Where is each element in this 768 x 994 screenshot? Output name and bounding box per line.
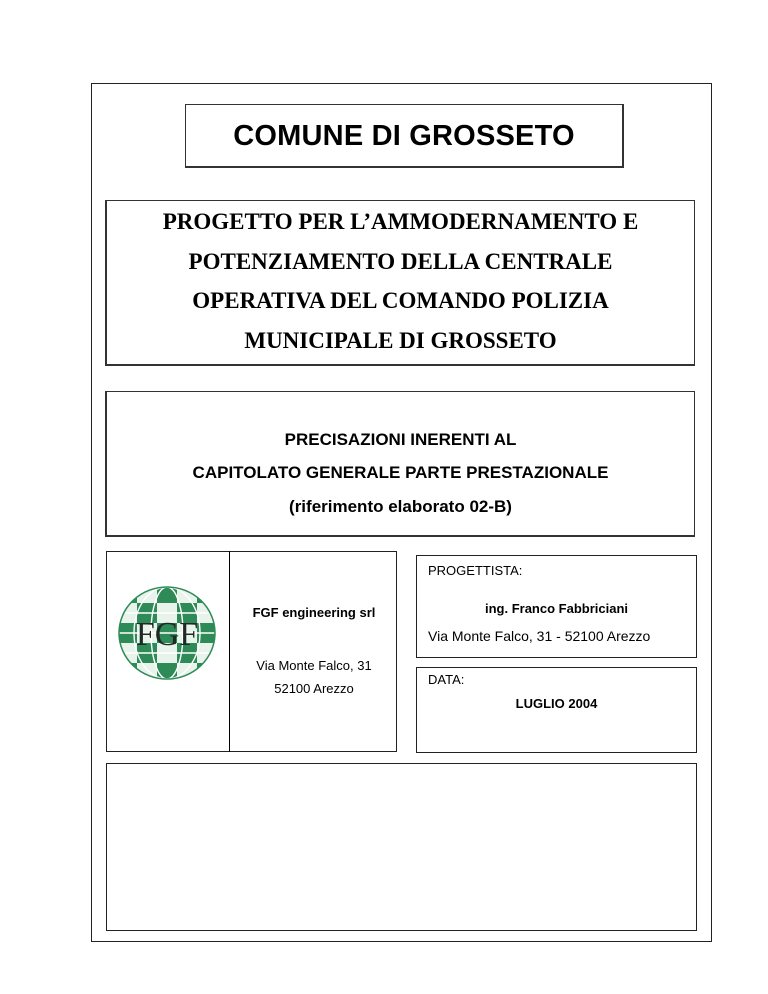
designer-name: ing. Franco Fabbriciani (484, 601, 629, 616)
project-title-line-2: POTENZIAMENTO DELLA CENTRALE (188, 249, 613, 274)
project-title-line-1: PROGETTO PER L’AMMODERNAMENTO E (162, 209, 639, 234)
designer-label: PROGETTISTA: (428, 563, 523, 578)
page-title: COMUNE DI GROSSETO (233, 120, 575, 152)
date-label: DATA: (428, 672, 465, 687)
document-title-line-2: CAPITOLATO GENERALE PARTE PRESTAZIONALE (192, 463, 609, 482)
company-address-line-2: 52100 Arezzo (274, 681, 354, 696)
title-box (185, 104, 624, 168)
designer-address: Via Monte Falco, 31 - 52100 Arezzo (428, 628, 651, 644)
designer-box (416, 555, 697, 658)
document-reference: (riferimento elaborato 02-B) (289, 497, 512, 516)
project-title-line-4: MUNICIPALE DI GROSSETO (244, 328, 557, 353)
company-divider (229, 551, 230, 752)
company-address-line-1: Via Monte Falco, 31 (256, 658, 372, 673)
date-box (416, 667, 697, 753)
project-title-line-3: OPERATIVA DEL COMANDO POLIZIA (192, 288, 609, 313)
date-value: LUGLIO 2004 (515, 696, 598, 711)
logo-text: FGF (135, 616, 199, 653)
project-title-box (105, 200, 695, 366)
company-name: FGF engineering srl (252, 605, 376, 620)
notes-box (106, 763, 697, 931)
document-title-line-1: PRECISAZIONI INERENTI AL (284, 430, 517, 449)
fgf-globe-logo (117, 585, 217, 681)
document-title-box (105, 391, 695, 537)
